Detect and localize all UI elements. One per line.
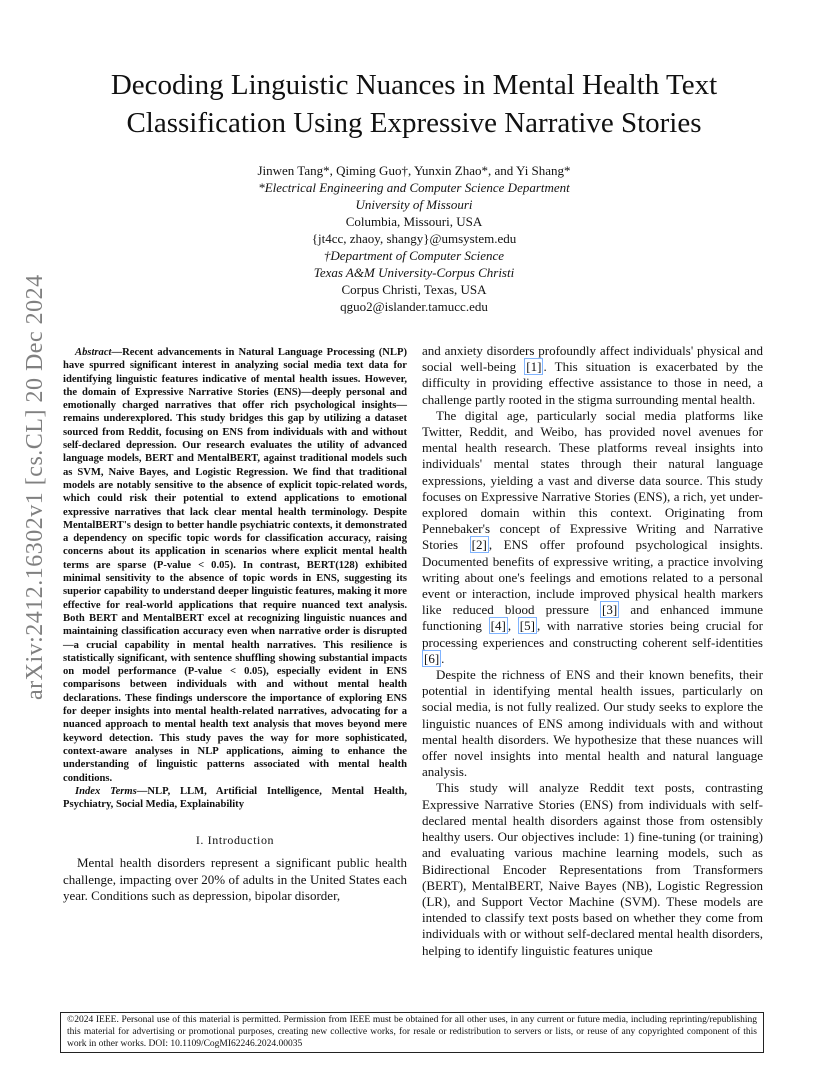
text-span: . This situation is exacerbated by the difficulty in providing effective assistance to those in need, a challenge partly rooted in the stigma surrounding mental health. [422,359,763,407]
text-span: . [441,650,445,666]
section-heading-introduction: I. Introduction [195,833,275,848]
text-span: and anxiety disorders profoundly affect individuals' physical and social well-being [422,343,763,375]
left-column [63,346,407,904]
affiliation-1-university: University of Missouri [355,197,473,212]
arxiv-identifier: arXiv:2412.16302v1 [cs.CL] 20 Dec 2024 [22,274,48,700]
author-block [100,162,728,315]
affiliation-2-location: Corpus Christi, Texas, USA [341,282,487,297]
index-terms-text: —NLP, LLM, Artificial Intelligence, Mental Health, Psychiatry, Social Media, Explainability [63,785,408,811]
index-terms-lead: Index Terms [75,785,137,797]
citation-link[interactable]: [1] [526,359,542,375]
affiliation-1-email: {jt4cc, zhaoy, shangy}@umsystem.edu [311,231,517,246]
affiliation-2-university: Texas A&M University-Corpus Christi [313,265,515,280]
abstract [63,346,407,811]
citation-link[interactable]: [4] [490,618,506,634]
abstract-text: —Recent advancements in Natural Language Processing (NLP) have spurred significant interest in analyzing social media text data for identifying linguistic features indicative of mental health issues. However, the domain of Expressive Narrative Stories (ENS)—deeply personal and emotionally charged narratives that offer rich psychological insights—remains underexplored. This study bridges this gap by utilizing a dataset sourced from Reddit, focusing on ENS from individuals with and without self-declared depression. Our research evaluates the utility of advanced language models, BERT and MentalBERT, against traditional models such as SVM, Naive Bayes, and Logistic Regression. We find that traditional models are notably sensitive to the absence of explicit topic-related words, which could risk their potential to extend applications to emotional expressive narratives that lack clear mental health terminology. Despite MentalBERT's design to better handle psychiatric contexts, it demonstrated a dependency on specific topic words for classification accuracy, raising concerns about its application in scenarios where explicit mental health terms are sparse (P-value < 0.05). In contrast, BERT(128) exhibited minimal sensitivity to the absence of topic words in ENS, suggesting its superior capability to understand deeper linguistic features, making it more effective for real-world applications that require nuanced text analysis. Both BERT and MentalBERT excel at recognizing linguistic nuances and maintaining classification accuracy even when narrative order is disrupted—a crucial capability in mental health narratives. This resilience is statistically significant, with sentence shuffling showing substantial impacts on model performance (P-value < 0.05), especially evident in ENS comparisons between individuals with and without mental health declarations. These findings underscore the importance of exploring ENS for deeper insights into mental health-related narratives, advocating for a nuanced approach to mental health text analysis that moves beyond mere keyword detection. This study paves the way for more sophisticated, context-aware analyses in NLP applications, aiming to enhance the understanding of linguistic patterns associated with mental health conditions. [63,347,407,784]
text-span: The digital age, particularly social media platforms like Twitter, Reddit, and Weibo, has provided novel avenues for mental health research. These platforms reveal insights into individuals' mental states through their natural language expressions, yielding a vast and diverse data source. This study focuses on Expressive Narrative Stories (ENS), a rich, yet under-explored domain within this context. Originating from Pennebaker's concept of Expressive Writing and Narrative Stories [422,407,763,553]
abstract-lead: Abstract [75,347,112,358]
intro-paragraph-2 [422,408,763,667]
intro-paragraph-1: Mental health disorders represent a significant public health challenge, impacting over 20% of adults in the United States each year. Conditions such as depression, bipolar disorder, [63,855,407,903]
affiliation-1-dept: *Electrical Engineering and Computer Science Department [258,180,570,195]
intro-paragraph-4: This study will analyze Reddit text posts, contrasting Expressive Narrative Stories (ENS) from individuals with self-declared mental health disorders against those from ostensibly healthy users. Our objectives include: 1) fine-tuning (or training) and evaluating various machine learning models, such as Bidirectional Encoder Representations from Transformers (BERT), MentalBERT, Naive Bayes (NB), Logistic Regression (LR), and Support Vector Machine (SVM). These models are intended to classify text posts based on whether they come from individuals with or without self-declared mental health disorders, helping to identify linguistic features unique [422,780,763,958]
text-span: , ENS offer profound psychological insights. Documented benefits of expressive writing, a practice involving writing about one's feelings and emotions related to a personal event or interaction, include improved physical health markers like reduced blood pressure [422,537,763,618]
citation-link[interactable]: [3] [602,602,618,618]
text-span: , with narrative stories being crucial for processing experiences and constructing coherent self-identities [422,618,764,650]
author-names: Jinwen Tang*, Qiming Guo†, Yunxin Zhao*, and Yi Shang* [257,163,571,178]
intro-paragraph-3: Despite the richness of ENS and their known benefits, their potential in identifying mental health issues, particularly on social media, is not fully realized. Our study seeks to explore the linguistic nuances of ENS among individuals with and without mental health disorders. We hypothesize that these nuances will offer novel insights into mental health and natural language analysis. [422,667,763,780]
copyright-notice: ©2024 IEEE. Personal use of this material is permitted. Permission from IEEE must be obtained for all other uses, in any current or future media, including reprinting/republishing this material for advertising or promotional purposes, creating new collective works, for resale or redistribution to servers or lists, or reuse of any copyrighted component of this work in other works. DOI: 10.1109/CogMI62246.2024.00035 [60,1012,764,1053]
citation-link[interactable]: [2] [471,537,487,553]
right-column [422,343,763,959]
affiliation-2-email: qguo2@islander.tamucc.edu [340,299,488,314]
affiliation-1-location: Columbia, Missouri, USA [345,214,483,229]
intro-paragraph-continued [422,343,763,408]
text-span: , [507,618,518,634]
citation-link[interactable]: [5] [519,618,535,634]
citation-link[interactable]: [6] [424,650,440,666]
paper-title: Decoding Linguistic Nuances in Mental Health Text Classification Using Expressive Narrative Stories [110,69,718,139]
affiliation-2-dept: †Department of Computer Science [323,248,505,263]
text-span: and enhanced immune functioning [422,602,764,634]
